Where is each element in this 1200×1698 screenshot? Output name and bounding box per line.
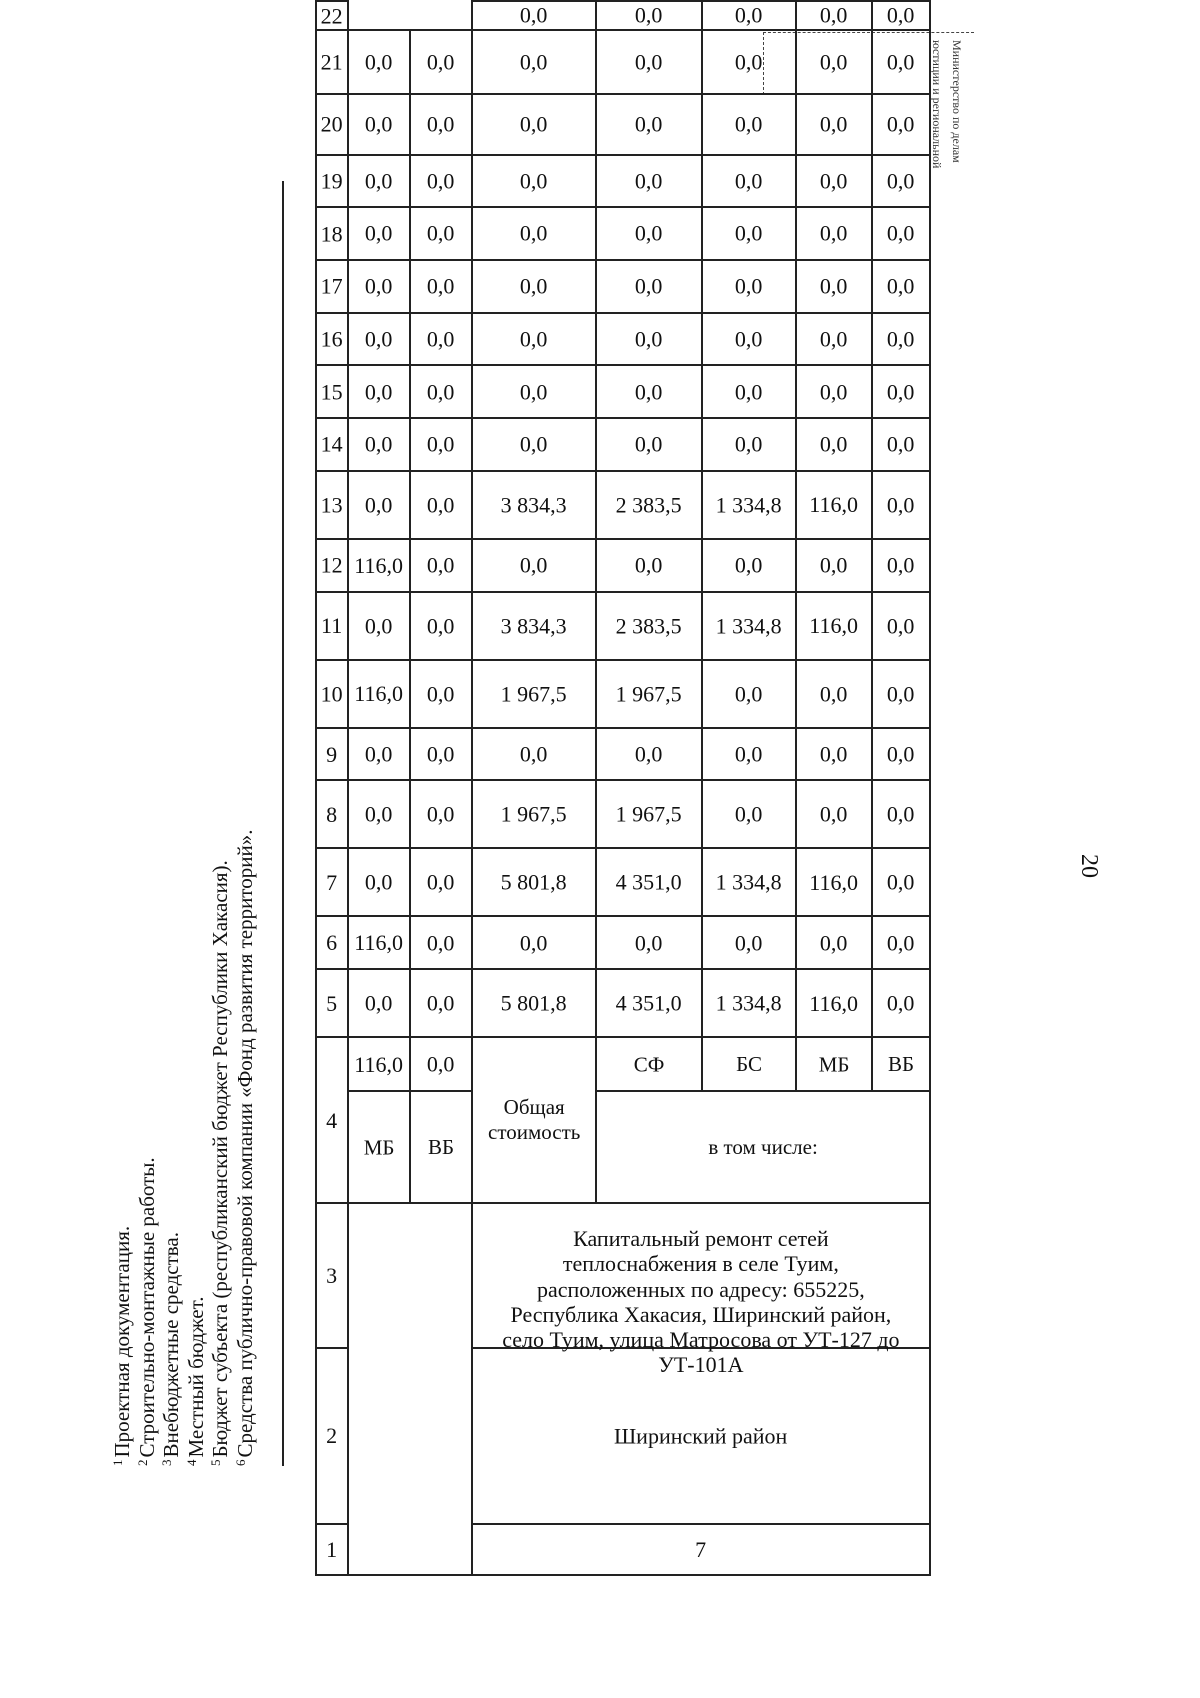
cell-left-mb: 0,0: [348, 207, 410, 260]
cell-left-mb: 0,0: [348, 31, 410, 95]
cell-bs-funds: 0,0: [702, 781, 796, 849]
cell-left-vb: 0,0: [410, 31, 472, 95]
cell-sf-funds: 0,0: [596, 94, 702, 155]
cell-bs-funds: 0,0: [702, 155, 796, 208]
cell-sf-funds: 0,0: [596, 418, 702, 471]
object-row-number: 7: [472, 1524, 930, 1575]
bs-funds-header: БС: [702, 1037, 796, 1091]
cell-bs-funds: 0,0: [702, 207, 796, 260]
footnote-text: Проектная документация.: [110, 1225, 134, 1458]
cell-total-cost: 1 967,5: [472, 660, 596, 728]
cell-bs-funds: 0,0: [702, 917, 796, 970]
cell-mb-funds: 0,0: [796, 917, 872, 970]
cell-left-vb: 0,0: [410, 728, 472, 781]
cell-sf-funds: 2 383,5: [596, 471, 702, 539]
cell-sf-funds: 0,0: [596, 155, 702, 208]
cell-bs-funds: 0,0: [702, 313, 796, 366]
cell-left-mb: 116,0: [348, 539, 410, 592]
cell-bs-funds: 0,0: [702, 660, 796, 728]
left-empty-group: [348, 1203, 472, 1575]
cell-left-vb: 0,0: [410, 917, 472, 970]
mb-funds-header: МБ: [796, 1037, 872, 1091]
column-number-cell: 5: [316, 969, 348, 1037]
cell-left-mb: 0,0: [348, 94, 410, 155]
cell-sf-funds: 4 351,0: [596, 969, 702, 1037]
cell-vb-funds: 0,0: [872, 592, 930, 660]
cell-mb-funds: 116,0: [796, 969, 872, 1037]
cell-sf-funds: 1 967,5: [596, 660, 702, 728]
footnote-item: [204, 186, 232, 1466]
cell-vb-funds: 0,0: [872, 1, 930, 31]
cell-vb-funds: 0,0: [872, 365, 930, 418]
including-label: в том числе:: [596, 1091, 930, 1202]
cell-sf-funds: 0,0: [596, 31, 702, 95]
cell-total-cost: 0,0: [472, 31, 596, 95]
cell-mb-funds: 0,0: [796, 155, 872, 208]
column-number-cell: 21: [316, 31, 348, 95]
column-number-cell: 7: [316, 849, 348, 917]
column-number-cell: 22: [316, 1, 348, 31]
cell-left-mb: 116,0: [348, 660, 410, 728]
cell-mb-funds: 0,0: [796, 418, 872, 471]
cell-vb-funds: 0,0: [872, 31, 930, 95]
cell-total-cost: 5 801,8: [472, 849, 596, 917]
cell-mb-funds: 116,0: [796, 849, 872, 917]
cell-bs-funds: 0,0: [702, 418, 796, 471]
footnote-text: Бюджет субъекта (республиканский бюджет Республики Хакасия).: [208, 860, 232, 1458]
cell-mb-funds: 0,0: [796, 31, 872, 95]
cell-bs-funds: 0,0: [702, 1, 796, 31]
column-number-cell: 13: [316, 471, 348, 539]
cell-mb-funds: 0,0: [796, 781, 872, 849]
cell-sf-funds: 2 383,5: [596, 592, 702, 660]
cell-bs-funds: 1 334,8: [702, 592, 796, 660]
cell-mb-funds: 0,0: [796, 365, 872, 418]
cell-bs-funds: 0,0: [702, 94, 796, 155]
cell-left-mb: 0,0: [348, 969, 410, 1037]
cell-left-vb: 0,0: [410, 418, 472, 471]
cell-left-vb: 0,0: [410, 849, 472, 917]
cell-left-mb: 116,0: [348, 917, 410, 970]
stamp-line-2: юстиции и региональной: [930, 40, 944, 169]
cell-mb-funds: 0,0: [796, 94, 872, 155]
cell-vb-funds: 0,0: [872, 155, 930, 208]
cell-total-cost: 5 801,8: [472, 969, 596, 1037]
cell-bs-funds: 0,0: [702, 260, 796, 313]
stamp-line-1: Министерство по делам: [950, 40, 964, 163]
cell-left-vb: 0,0: [410, 471, 472, 539]
cell-vb-funds: 0,0: [872, 917, 930, 970]
cell-vb-funds: 0,0: [872, 849, 930, 917]
cell-total-cost: 0,0: [472, 917, 596, 970]
district-name: Ширинский район: [472, 1348, 930, 1523]
footnote-mark: 3: [159, 1459, 174, 1466]
cell-left-vb: 0,0: [410, 313, 472, 366]
cell-left-vb: 0,0: [410, 592, 472, 660]
cell-vb-funds: 0,0: [872, 539, 930, 592]
footnote-item: [155, 186, 183, 1466]
column-number-1: 1: [316, 1524, 348, 1575]
cell-sf-funds: 0,0: [596, 207, 702, 260]
cell-sf-funds: 0,0: [596, 313, 702, 366]
cell-bs-funds: 1 334,8: [702, 969, 796, 1037]
cell-total-cost: 3 834,3: [472, 592, 596, 660]
cell-left-mb: 0,0: [348, 260, 410, 313]
cell-mb-funds: 0,0: [796, 539, 872, 592]
column-number-cell: 16: [316, 313, 348, 366]
footnote-text: Строительно-монтажные работы.: [134, 1157, 159, 1458]
footnote-text: Местный бюджет.: [183, 1296, 208, 1458]
column-number-cell: 19: [316, 155, 348, 208]
row-total-cost: [472, 1, 596, 1575]
cell-bs-funds: 0,0: [702, 539, 796, 592]
cell-vb-funds: 0,0: [872, 207, 930, 260]
cell-left-mb: 116,0: [348, 1037, 410, 1091]
cell-mb-funds: 0,0: [796, 207, 872, 260]
cell-vb-funds: 0,0: [872, 728, 930, 781]
cell-total-cost: 0,0: [472, 365, 596, 418]
column-number-cell: 8: [316, 781, 348, 849]
cell-vb-funds: 0,0: [872, 94, 930, 155]
cell-sf-funds: 0,0: [596, 728, 702, 781]
cell-left-vb: 0,0: [410, 365, 472, 418]
cell-mb-funds: 0,0: [796, 728, 872, 781]
cell-mb-funds: 116,0: [796, 592, 872, 660]
footnote-mark: 5: [208, 1459, 223, 1466]
footnote-mark: 2: [134, 1459, 150, 1466]
cell-left-vb: 0,0: [410, 260, 472, 313]
footnote-item: [106, 186, 134, 1466]
cell-bs-funds: 1 334,8: [702, 849, 796, 917]
footnote-mark: 1: [110, 1459, 125, 1466]
footnote-text: Средства публично-правовой компании «Фонд развития территорий».: [232, 829, 257, 1458]
footnotes: [106, 186, 286, 1466]
cell-total-cost: 0,0: [472, 418, 596, 471]
cell-vb-funds: 0,0: [872, 313, 930, 366]
row-left-mb: [348, 1, 410, 1575]
sf-funds-header: СФ: [596, 1037, 702, 1091]
cell-total-cost: 0,0: [472, 313, 596, 366]
column-number-cell: 11: [316, 592, 348, 660]
column-number-cell: 6: [316, 917, 348, 970]
cell-total-cost: 0,0: [472, 207, 596, 260]
column-number-cell: 18: [316, 207, 348, 260]
cell-left-vb: 0,0: [410, 1037, 472, 1091]
cell-left-mb: 0,0: [348, 155, 410, 208]
cell-left-mb: 0,0: [348, 849, 410, 917]
page-number: 20: [1076, 854, 1102, 878]
cell-vb-funds: 0,0: [872, 781, 930, 849]
cell-left-mb: 0,0: [348, 418, 410, 471]
cell-left-vb: 0,0: [410, 660, 472, 728]
cell-bs-funds: 0,0: [702, 31, 796, 95]
vb-funds-header: ВБ: [872, 1037, 930, 1091]
cell-total-cost: 0,0: [472, 1, 596, 31]
column-number-cell: 9: [316, 728, 348, 781]
cell-mb-funds: 0,0: [796, 1, 872, 31]
footnote-mark: 4: [183, 1459, 199, 1466]
cell-sf-funds: 0,0: [596, 260, 702, 313]
footnote-mark: 6: [232, 1459, 248, 1466]
cell-mb-funds: 0,0: [796, 660, 872, 728]
footnote-text: Внебюджетные средства.: [159, 1232, 183, 1458]
total-cost-header: Общая стоимость: [472, 1037, 596, 1202]
column-number-cell: 14: [316, 418, 348, 471]
cell-sf-funds: 4 351,0: [596, 849, 702, 917]
left-mb-header: МБ: [348, 1091, 410, 1202]
cell-total-cost: 0,0: [472, 94, 596, 155]
cell-total-cost: 0,0: [472, 155, 596, 208]
cell-total-cost: 0,0: [472, 728, 596, 781]
cell-sf-funds: 1 967,5: [596, 781, 702, 849]
cell-bs-funds: 0,0: [702, 728, 796, 781]
cell-vb-funds: 0,0: [872, 260, 930, 313]
cell-vb-funds: 0,0: [872, 418, 930, 471]
cell-vb-funds: 0,0: [872, 471, 930, 539]
cell-left-vb: 0,0: [410, 94, 472, 155]
cell-left-mb: 0,0: [348, 471, 410, 539]
column-number-4: 4: [316, 1037, 348, 1202]
cell-sf-funds: 0,0: [596, 365, 702, 418]
cell-bs-funds: 1 334,8: [702, 471, 796, 539]
column-number-row: [316, 1, 348, 1575]
left-vb-header: ВБ: [410, 1091, 472, 1202]
cell-bs-funds: 0,0: [702, 365, 796, 418]
cell-mb-funds: 0,0: [796, 313, 872, 366]
cell-total-cost: 0,0: [472, 539, 596, 592]
cell-vb-funds: 0,0: [872, 969, 930, 1037]
cell-left-vb: 0,0: [410, 969, 472, 1037]
column-number-cell: 15: [316, 365, 348, 418]
cell-mb-funds: 0,0: [796, 260, 872, 313]
cell-sf-funds: 0,0: [596, 1, 702, 31]
footnote-item: [229, 186, 257, 1466]
footnote-item: [180, 186, 208, 1466]
footnote-list: [106, 186, 257, 1466]
object-name: Капитальный ремонт сетей теплоснабжения в селе Туим, расположенных по адресу: 655225, Республика Хакасия, Ширинский район, село Туим, улица Матросова от УТ-127 до УТ-101А: [472, 1203, 930, 1348]
cell-left-mb: 0,0: [348, 592, 410, 660]
cell-left-vb: 0,0: [410, 155, 472, 208]
footnote-rule: [282, 181, 284, 1466]
cell-left-vb: 0,0: [410, 781, 472, 849]
cell-total-cost: 0,0: [472, 260, 596, 313]
cell-left-vb: 0,0: [410, 539, 472, 592]
cell-left-vb: 0,0: [410, 207, 472, 260]
cell-total-cost: 3 834,3: [472, 471, 596, 539]
cell-total-cost: 1 967,5: [472, 781, 596, 849]
column-number-cell: 17: [316, 260, 348, 313]
column-number-cell: 20: [316, 94, 348, 155]
cell-left-mb: 0,0: [348, 313, 410, 366]
footnote-item: [131, 186, 159, 1466]
column-number-2: 2: [316, 1348, 348, 1523]
cell-sf-funds: 0,0: [596, 917, 702, 970]
column-number-cell: 10: [316, 660, 348, 728]
cell-left-mb: 0,0: [348, 728, 410, 781]
cell-left-mb: 0,0: [348, 365, 410, 418]
cell-mb-funds: 116,0: [796, 471, 872, 539]
cell-vb-funds: 0,0: [872, 660, 930, 728]
financing-table: [315, 0, 931, 1576]
column-number-3: 3: [316, 1203, 348, 1348]
cell-sf-funds: 0,0: [596, 539, 702, 592]
column-number-cell: 12: [316, 539, 348, 592]
cell-left-mb: 0,0: [348, 781, 410, 849]
